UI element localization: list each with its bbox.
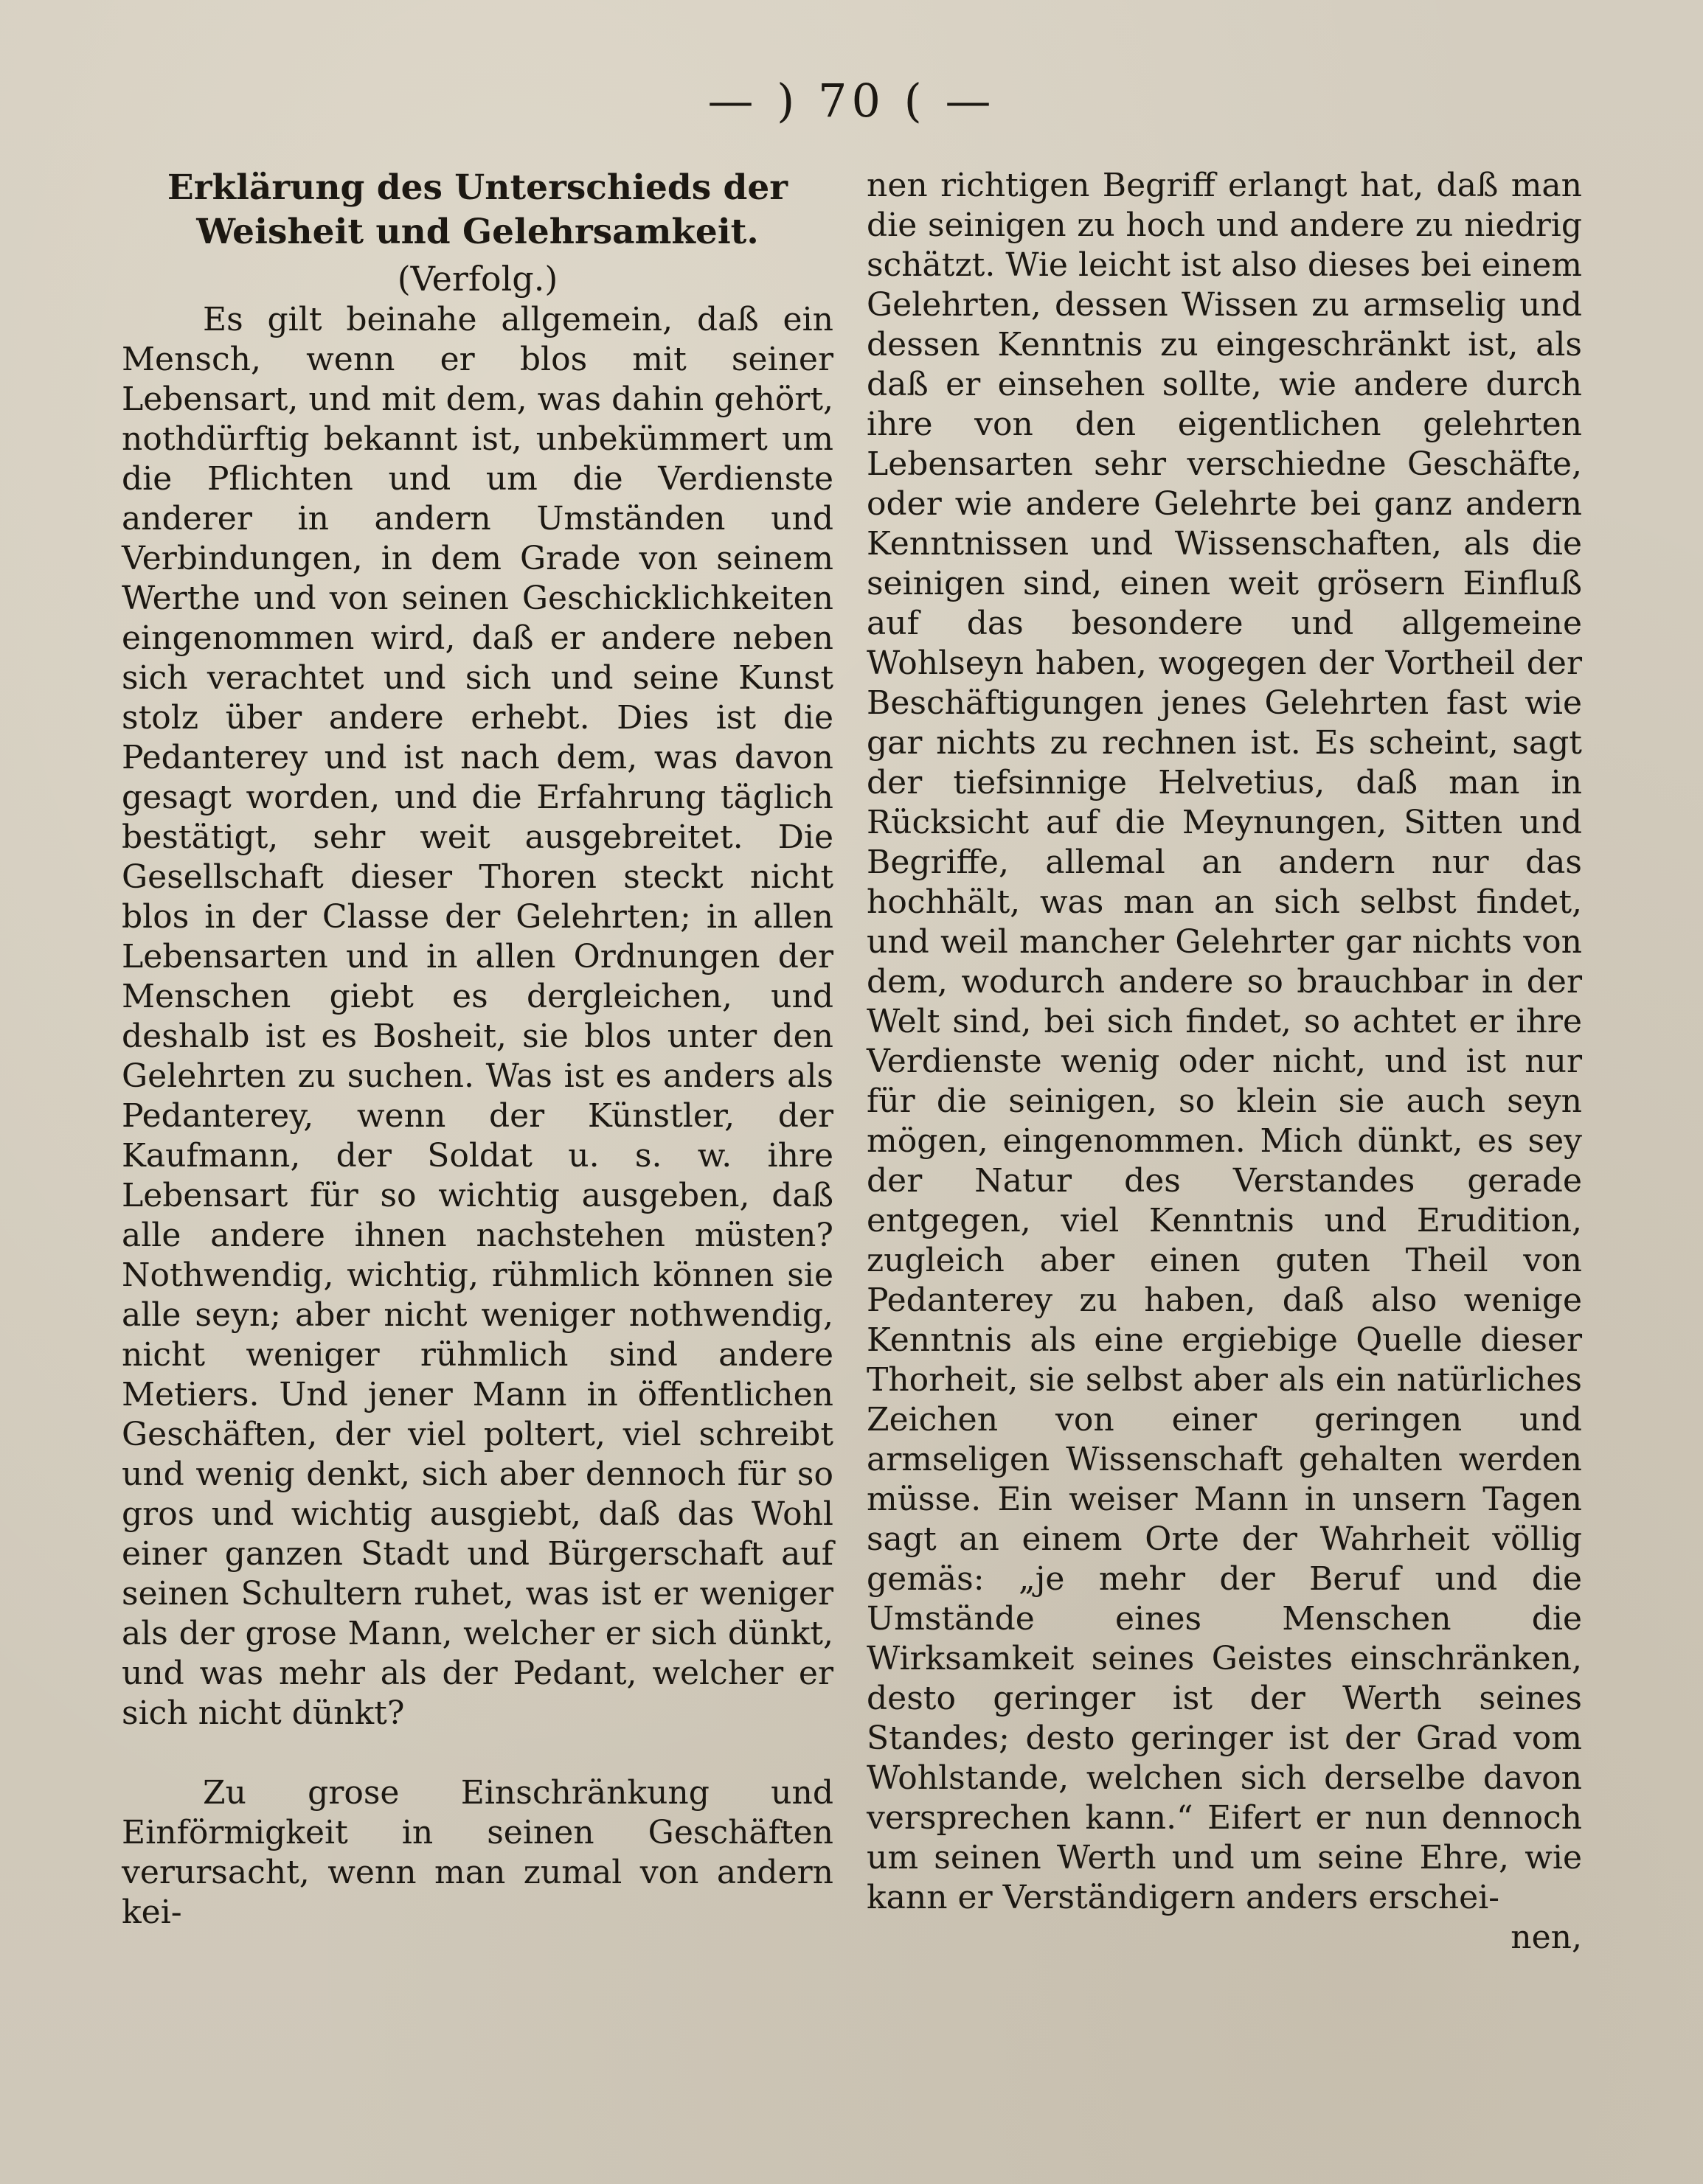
paragraph-pedantry: Es gilt beinahe allgemein, daß ein Mensch, wenn er blos mit seiner Lebensart, und mit dem, was dahin gehört, nothdürftig bekannt ist, unbekümmert um die Pflichten und um die Verdienste anderer in andern Umständen und Verbindungen, in dem Grade von seinem Werthe und von seinen Geschicklichkeiten eingenommen wird, daß er andere neben sich verachtet und sich und seine Kunst stolz über andere erhebt. Dies ist die Pedanterey und ist nach dem, was davon gesagt worden, und die Erfahrung täglich bestätigt, sehr weit ausgebreitet. Die Gesellschaft dieser Thoren steckt nicht blos in der Classe der Gelehrten; in allen Lebensarten und in allen Ordnungen der Menschen giebt es dergleichen, und deshalb ist es Bosheit, sie blos unter den Gelehrten zu suchen. Was ist es anders als Pedanterey, wenn der Künstler, der Kaufmann, der Soldat u. s. w. ihre Lebensart für so wichtig ausgeben, daß alle andere ihnen nachstehen müsten? Nothwendig, wichtig, rühmlich können sie alle seyn; aber nicht weniger nothwendig, nicht weniger rühmlich sind andere Metiers. Und jener Mann in öffentlichen Geschäften, der viel poltert, viel schreibt und wenig denkt, sich aber dennoch für so gros und wichtig ausgiebt, daß das Wohl einer ganzen Stadt und Bürgerschaft auf seinen Schultern ruhet, was ist er weniger als der grose Mann, welcher er sich dünkt, und was mehr als der Pedant, welcher er sich nicht dünkt? bbox=[122, 301, 833, 1732]
paragraph-continued: nen richtigen Begriff erlangt hat, daß man die seinigen zu hoch und andere zu niedrig schätzt. Wie leicht ist also dieses bei einem Gelehrten, dessen Wissen zu armselig und dessen Kenntnis zu eingeschränkt ist, als daß er einsehen sollte, wie andere durch ihre von den eigentlichen gelehrten Lebensarten sehr verschiedne Geschäfte, oder wie andere Gelehrte bei ganz andern Kenntnissen und Wissenschaften, als die seinigen sind, einen weit grösern Einfluß auf das besondere und allgemeine Wohlseyn haben, wogegen der Vortheil der Beschäftigungen jenes Gelehrten fast wie gar nichts zu rechnen ist. Es scheint, sagt der tiefsinnige Helvetius, daß man in Rücksicht auf die Meynungen, Sitten und Begriffe, allemal an andern nur das hochhält, was man an sich selbst findet, und weil mancher Gelehrter gar nichts von dem, wodurch andere so brauchbar in der Welt sind, bei sich findet, so achtet er ihre Verdienste wenig oder nicht, und ist nur für die seinigen, so klein sie auch seyn mögen, eingenommen. Mich dünkt, es sey der Natur des Verstandes gerade entgegen, viel Kenntnis und Erudition, zugleich aber einen guten Theil von Pedanterey zu haben, daß also wenige Kenntnis als eine ergiebige Quelle dieser Thorheit, sie selbst aber als ein natürliches Zeichen von einer geringen und armseligen Wissenschaft gehalten werden müsse. Ein weiser Mann in unsern Tagen sagt an einem Orte der Wahrheit völlig gemäs: „je mehr der Beruf und die Umstände eines Menschen die Wirksamkeit seines Geistes einschränken, desto geringer ist der Werth seines Standes; desto geringer ist der Grad vom Wohlstande, welchen sich derselbe davon versprechen kann.“ Eifert er nun dennoch um seinen Werth und um seine Ehre, wie kann er Verständigern anders erschei- bbox=[867, 167, 1582, 1916]
right-column bbox=[867, 166, 1582, 1958]
continuation-note: (Verfolg.) bbox=[397, 259, 558, 299]
article-title: Erklärung des Unterschieds der Weisheit und Gelehrsamkeit. bbox=[167, 167, 788, 252]
left-column bbox=[122, 166, 833, 1933]
page-number: — ) 70 ( — bbox=[707, 74, 996, 128]
paragraph-restriction: Zu grose Einschränkung und Einförmigkeit in seinen Geschäften verursacht, wenn man zumal von andern kei- bbox=[122, 1774, 833, 1931]
catchword: nen, bbox=[1510, 1919, 1582, 1956]
